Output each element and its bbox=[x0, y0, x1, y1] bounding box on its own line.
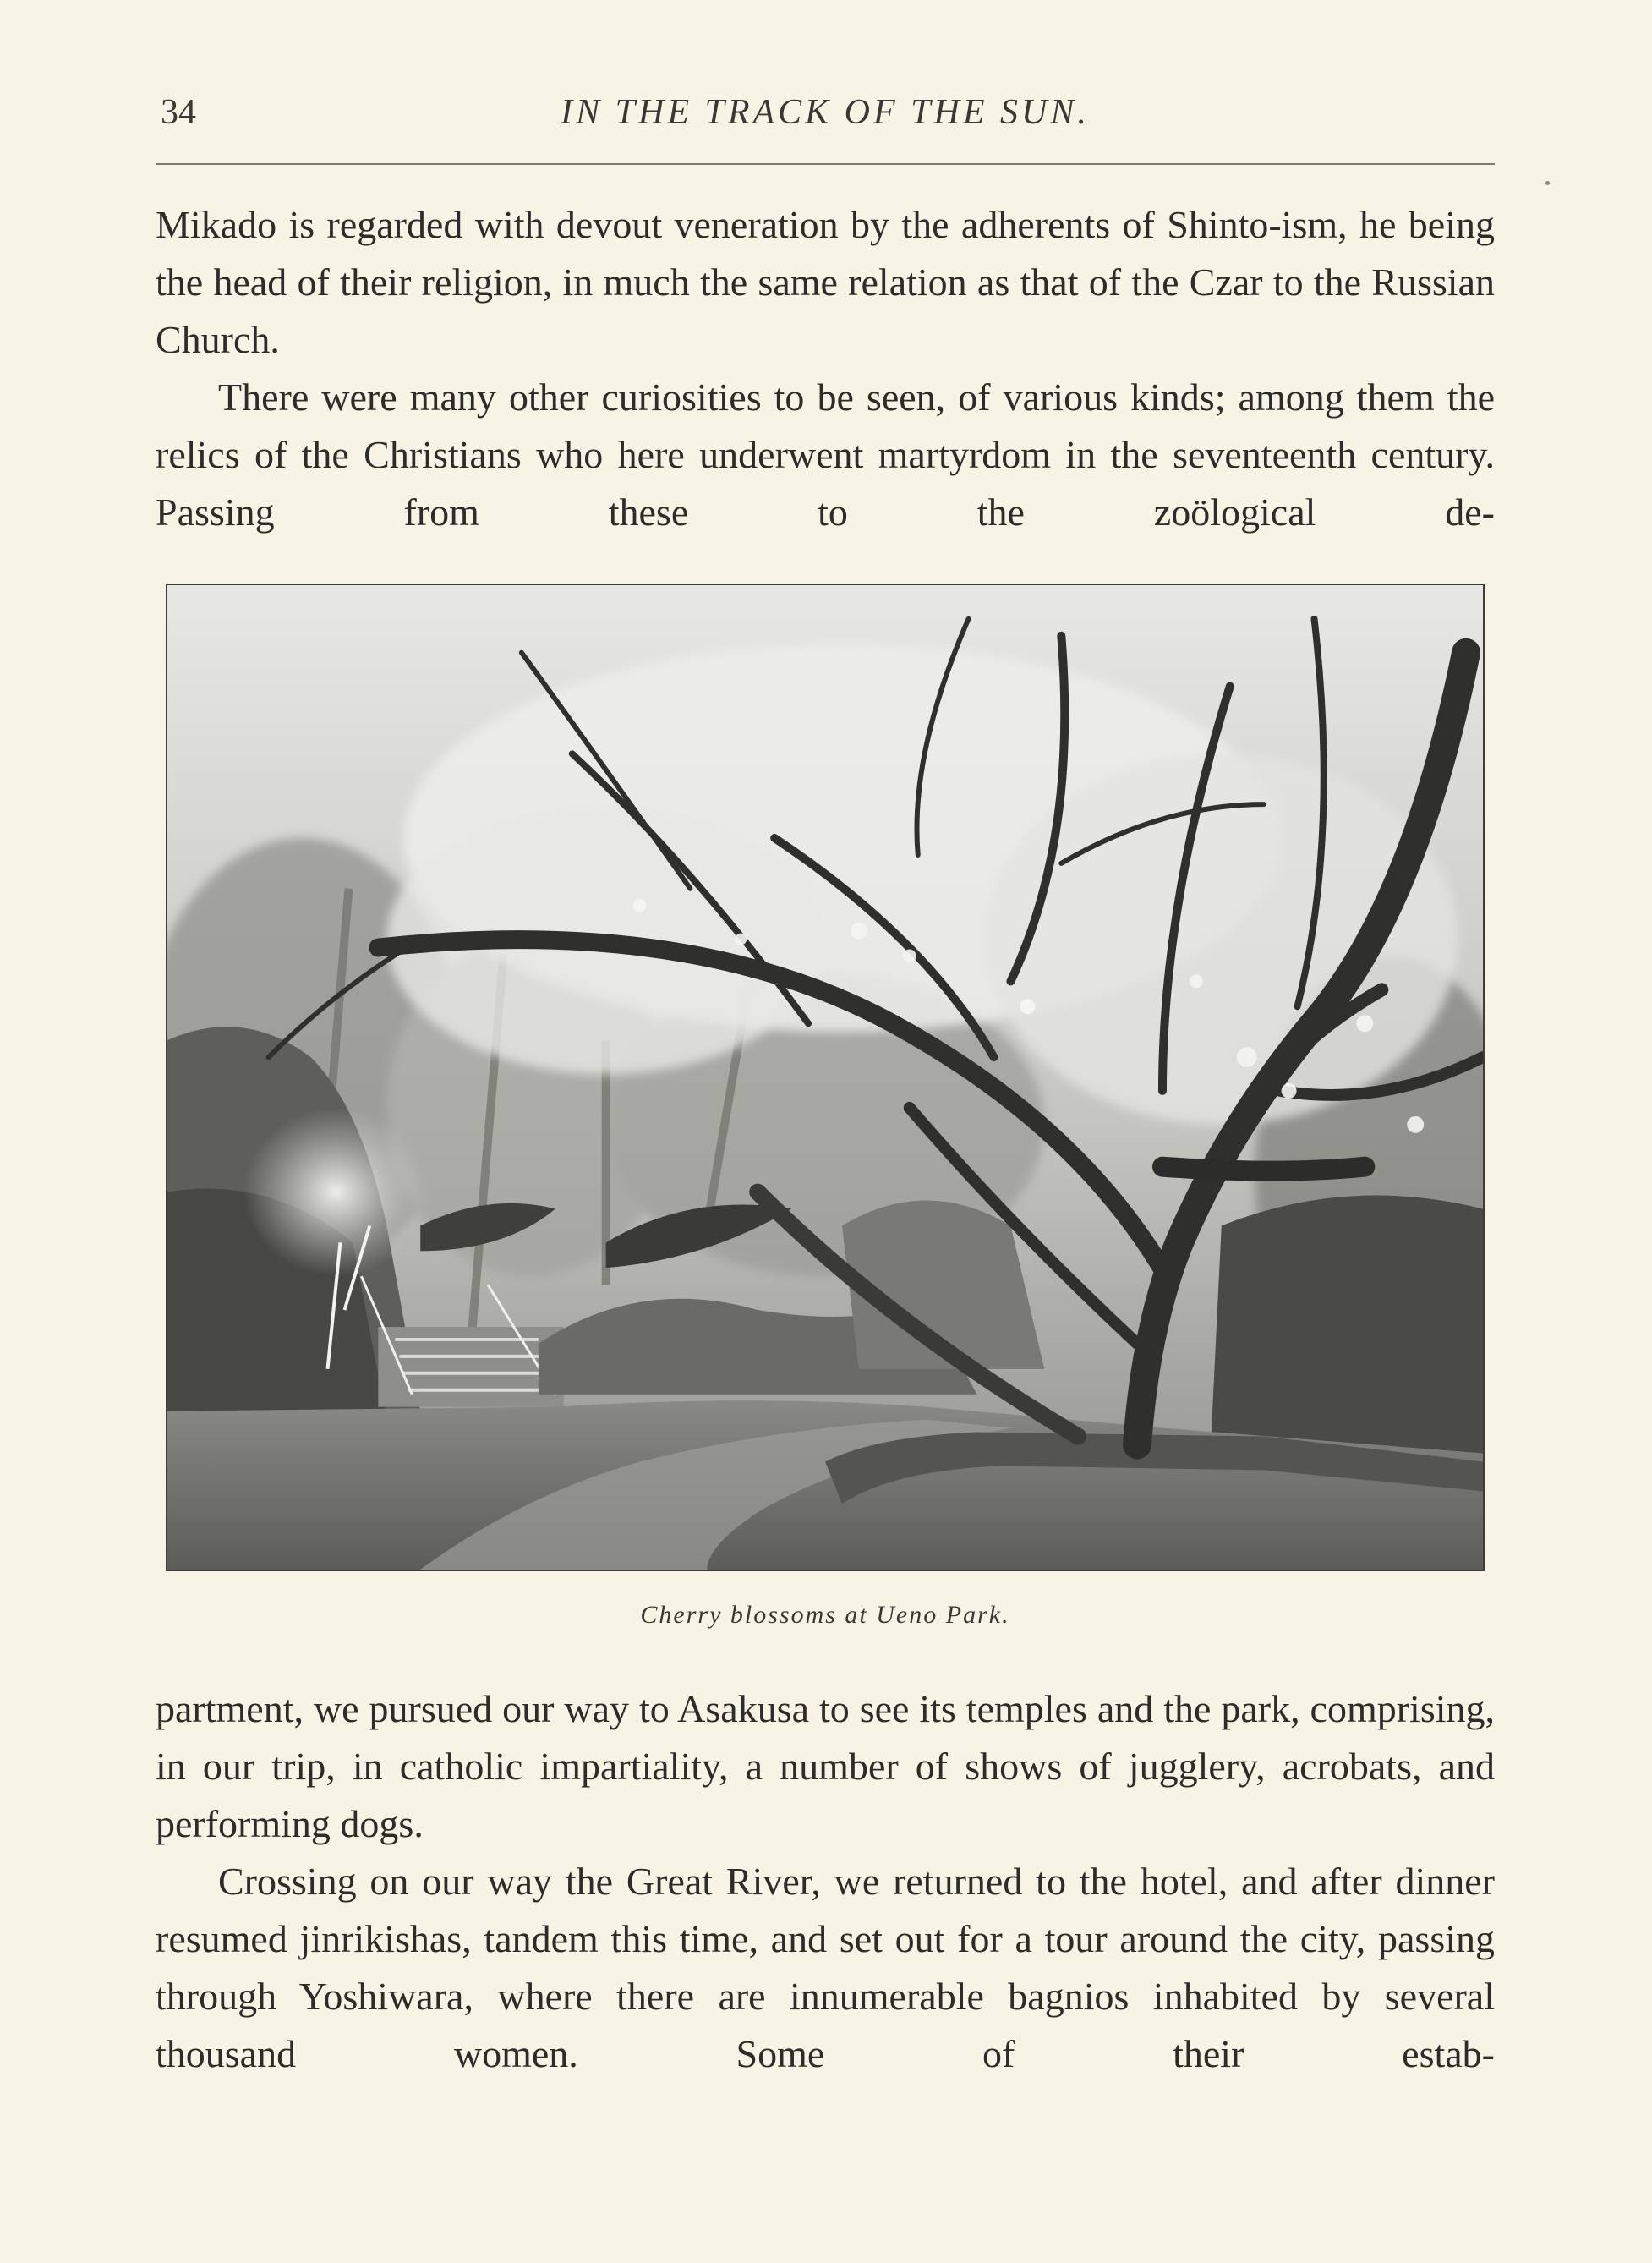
paper-speck bbox=[1545, 181, 1550, 185]
paragraph: There were many other curiosities to be seen, of various kinds; among them the relics of the Christians who here underwent martyrdom in the seventeenth century. Passing from these to the zoölogical de- bbox=[156, 375, 1495, 534]
page-number: 34 bbox=[161, 93, 196, 132]
running-title: IN THE TRACK OF THE SUN. bbox=[561, 93, 1090, 132]
running-head bbox=[156, 83, 1495, 142]
body-text-top bbox=[156, 196, 1495, 541]
paragraph: Crossing on our way the Great River, we returned to the hotel, and after dinner resumed jinrikishas, tandem this time, and set out for a tour around the city, passing through Yoshiwara, where there are innumerable bagnios inhabited by several thousand women. Some of their estab- bbox=[156, 1860, 1495, 2075]
paragraph-continued: Mikado is regarded with devout veneration by the adherents of Shinto-ism, he being the head of their religion, in much the same relation as that of the Czar to the Russian Church. bbox=[156, 203, 1495, 361]
photo-plate bbox=[166, 584, 1485, 1571]
paragraph-continued: partment, we pursued our way to Asakusa to see its temples and the park, comprising, in our trip, in catholic impartiality, a number of shows of jugglery, acrobats, and performing dogs. bbox=[156, 1687, 1495, 1845]
cherry-blossom-photograph bbox=[167, 585, 1483, 1570]
body-text-bottom bbox=[156, 1680, 1495, 2083]
figure-caption: Cherry blossoms at Ueno Park. bbox=[640, 1601, 1010, 1629]
header-rule bbox=[156, 163, 1495, 165]
